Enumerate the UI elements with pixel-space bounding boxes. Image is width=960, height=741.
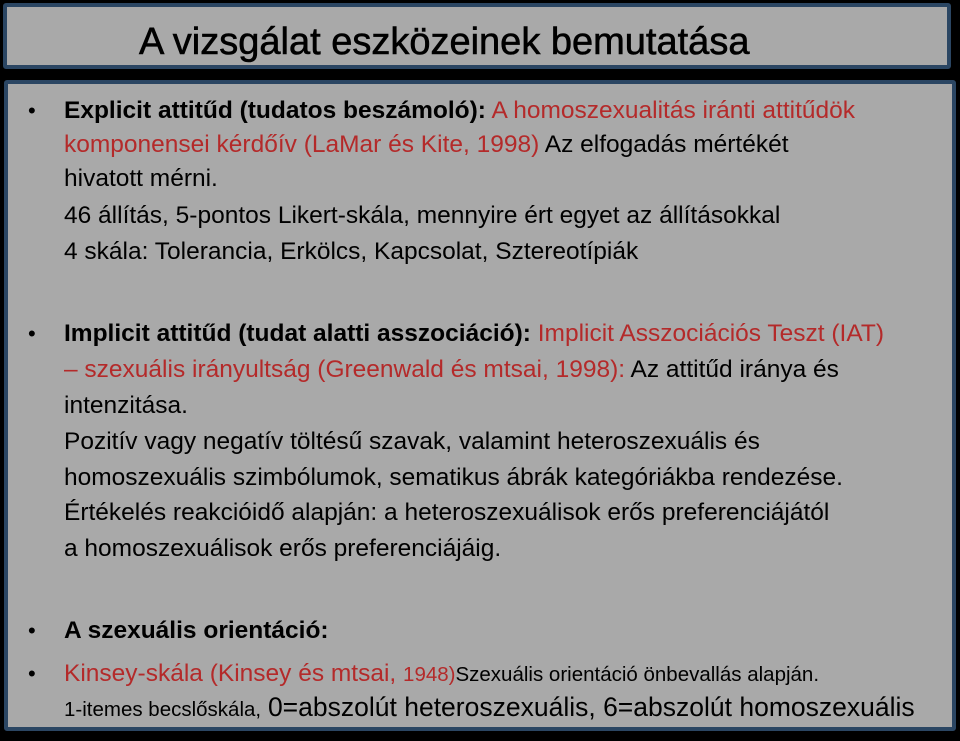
implicit-purpose: Az attitűd iránya és <box>630 356 839 383</box>
implicit-citation: – szexuális irányultság (Greenwald és mtsai, 1998): <box>64 356 626 383</box>
implicit-line-5: homoszexuális szimbólumok, sematikus ábrák kategóriákba rendezése. <box>64 464 843 491</box>
kinsey-line-1 <box>64 659 819 690</box>
implicit-line-6: Értékelés reakcióidő alapján: a heteroszexuálisok erős preferenciájától <box>64 499 830 526</box>
implicit-line-3: intenzitása. <box>64 392 188 419</box>
implicit-iat: Implicit Asszociációs Teszt (IAT) <box>537 320 884 347</box>
explicit-questionnaire: A homoszexualitás iránti attitűdök <box>491 97 856 124</box>
bullet-orientation: • <box>28 618 36 643</box>
explicit-purpose: Az elfogadás mértékét <box>544 131 789 158</box>
bullet-explicit: • <box>28 98 36 123</box>
implicit-line-2 <box>64 355 839 385</box>
explicit-line-3: hivatott mérni. <box>64 165 218 192</box>
explicit-line-2 <box>64 130 789 160</box>
kinsey-item-estimate: 1-itemes becslőskála, <box>64 698 262 721</box>
content-panel <box>4 80 956 731</box>
implicit-line-4: Pozitív vagy negatív töltésű szavak, valamint heteroszexuális és <box>64 428 760 455</box>
explicit-line-1 <box>64 96 855 126</box>
orientation-heading: A szexuális orientáció: <box>64 617 329 644</box>
implicit-line-7: a homoszexuálisok erős preferenciájáig. <box>64 535 502 562</box>
implicit-line-1 <box>64 319 884 349</box>
kinsey-scale: Kinsey-skála (Kinsey és mtsai, <box>64 660 397 687</box>
explicit-scales: 4 skála: Tolerancia, Erkölcs, Kapcsolat, Sztereotípiák <box>64 238 639 265</box>
title-bar <box>3 3 951 69</box>
bullet-implicit: • <box>28 321 36 346</box>
slide-title: A vizsgálat eszközeinek bemutatása <box>139 21 750 63</box>
bullet-kinsey: • <box>28 661 36 686</box>
kinsey-line-2 <box>64 692 915 725</box>
implicit-label: Implicit attitűd (tudat alatti asszociáció): <box>64 320 531 347</box>
kinsey-year: 1948) <box>403 663 456 686</box>
kinsey-range: 0=abszolút heteroszexuális, 6=abszolút homoszexuális <box>267 692 915 722</box>
kinsey-description: Szexuális orientáció önbevallás alapján. <box>455 663 820 686</box>
explicit-likert: 46 állítás, 5-pontos Likert-skála, mennyire ért egyet az állításokkal <box>64 202 781 229</box>
explicit-citation: komponensei kérdőív (LaMar és Kite, 1998) <box>64 131 540 158</box>
explicit-label: Explicit attitűd (tudatos beszámoló): <box>64 97 486 124</box>
